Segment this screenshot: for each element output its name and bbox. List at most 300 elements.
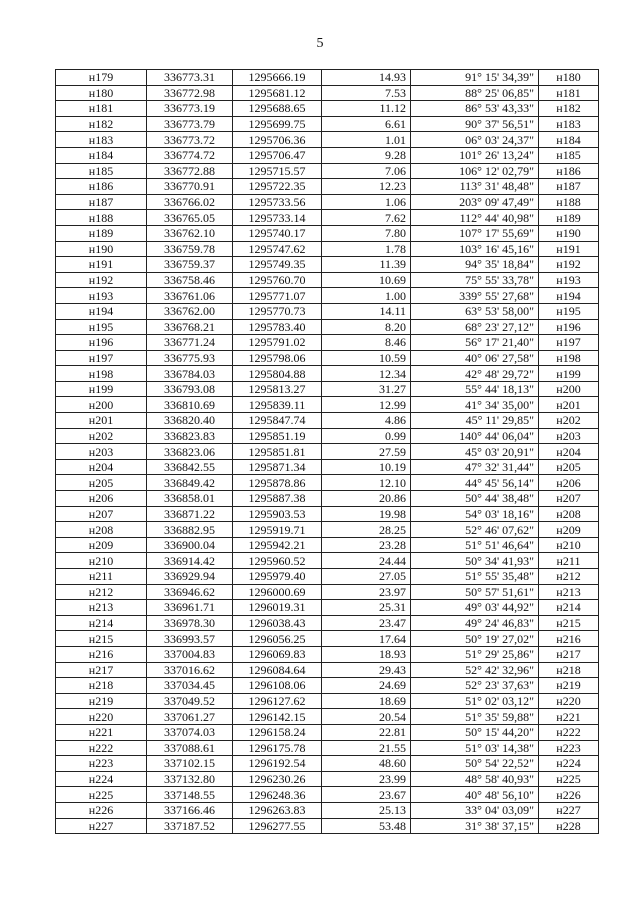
x-coordinate-cell: 336773.72 bbox=[147, 132, 233, 148]
length-cell: 1.06 bbox=[322, 194, 411, 210]
point-to-cell: н202 bbox=[539, 413, 599, 429]
length-cell: 7.06 bbox=[322, 163, 411, 179]
point-to-cell: н198 bbox=[539, 350, 599, 366]
y-coordinate-cell: 1295783.40 bbox=[233, 319, 322, 335]
x-coordinate-cell: 336765.05 bbox=[147, 210, 233, 226]
length-cell: 18.93 bbox=[322, 646, 411, 662]
x-coordinate-cell: 336771.24 bbox=[147, 335, 233, 351]
point-from-cell: н223 bbox=[56, 756, 147, 772]
length-cell: 10.19 bbox=[322, 459, 411, 475]
point-to-cell: н183 bbox=[539, 116, 599, 132]
direction-angle-cell: 51° 03' 14,38" bbox=[411, 740, 539, 756]
point-from-cell: н218 bbox=[56, 678, 147, 694]
length-cell: 10.59 bbox=[322, 350, 411, 366]
direction-angle-cell: 56° 17' 21,40" bbox=[411, 335, 539, 351]
y-coordinate-cell: 1295979.40 bbox=[233, 569, 322, 585]
table-row bbox=[56, 288, 599, 304]
length-cell: 31.27 bbox=[322, 381, 411, 397]
x-coordinate-cell: 336772.88 bbox=[147, 163, 233, 179]
y-coordinate-cell: 1295791.02 bbox=[233, 335, 322, 351]
direction-angle-cell: 52° 46' 07,62" bbox=[411, 522, 539, 538]
point-to-cell: н215 bbox=[539, 615, 599, 631]
y-coordinate-cell: 1295942.21 bbox=[233, 537, 322, 553]
direction-angle-cell: 42° 48' 29,72" bbox=[411, 366, 539, 382]
table-row bbox=[56, 179, 599, 195]
x-coordinate-cell: 336900.04 bbox=[147, 537, 233, 553]
table-row bbox=[56, 194, 599, 210]
coordinates-table bbox=[55, 69, 599, 834]
length-cell: 12.10 bbox=[322, 475, 411, 491]
point-to-cell: н186 bbox=[539, 163, 599, 179]
table-row bbox=[56, 662, 599, 678]
y-coordinate-cell: 1295871.34 bbox=[233, 459, 322, 475]
point-from-cell: н210 bbox=[56, 553, 147, 569]
point-from-cell: н191 bbox=[56, 257, 147, 273]
x-coordinate-cell: 336823.06 bbox=[147, 444, 233, 460]
point-from-cell: н180 bbox=[56, 85, 147, 101]
point-to-cell: н185 bbox=[539, 147, 599, 163]
length-cell: 20.54 bbox=[322, 709, 411, 725]
length-cell: 23.67 bbox=[322, 787, 411, 803]
table-row bbox=[56, 397, 599, 413]
y-coordinate-cell: 1296142.15 bbox=[233, 709, 322, 725]
point-from-cell: н221 bbox=[56, 724, 147, 740]
point-to-cell: н184 bbox=[539, 132, 599, 148]
x-coordinate-cell: 336842.55 bbox=[147, 459, 233, 475]
y-coordinate-cell: 1295919.71 bbox=[233, 522, 322, 538]
x-coordinate-cell: 336773.79 bbox=[147, 116, 233, 132]
y-coordinate-cell: 1295749.35 bbox=[233, 257, 322, 273]
point-to-cell: н223 bbox=[539, 740, 599, 756]
direction-angle-cell: 107° 17' 55,69" bbox=[411, 225, 539, 241]
x-coordinate-cell: 336762.10 bbox=[147, 225, 233, 241]
length-cell: 9.28 bbox=[322, 147, 411, 163]
point-from-cell: н190 bbox=[56, 241, 147, 257]
length-cell: 12.99 bbox=[322, 397, 411, 413]
length-cell: 7.53 bbox=[322, 85, 411, 101]
length-cell: 7.80 bbox=[322, 225, 411, 241]
y-coordinate-cell: 1295798.06 bbox=[233, 350, 322, 366]
direction-angle-cell: 50° 57' 51,61" bbox=[411, 584, 539, 600]
point-from-cell: н204 bbox=[56, 459, 147, 475]
point-to-cell: н195 bbox=[539, 303, 599, 319]
direction-angle-cell: 63° 53' 58,00" bbox=[411, 303, 539, 319]
direction-angle-cell: 68° 23' 27,12" bbox=[411, 319, 539, 335]
table-row bbox=[56, 335, 599, 351]
x-coordinate-cell: 337049.52 bbox=[147, 693, 233, 709]
point-from-cell: н194 bbox=[56, 303, 147, 319]
point-from-cell: н225 bbox=[56, 787, 147, 803]
y-coordinate-cell: 1295722.35 bbox=[233, 179, 322, 195]
direction-angle-cell: 45° 11' 29,85" bbox=[411, 413, 539, 429]
direction-angle-cell: 41° 34' 35,00" bbox=[411, 397, 539, 413]
point-from-cell: н198 bbox=[56, 366, 147, 382]
point-from-cell: н213 bbox=[56, 600, 147, 616]
point-from-cell: н183 bbox=[56, 132, 147, 148]
y-coordinate-cell: 1295747.62 bbox=[233, 241, 322, 257]
point-from-cell: н192 bbox=[56, 272, 147, 288]
point-to-cell: н199 bbox=[539, 366, 599, 382]
y-coordinate-cell: 1295688.65 bbox=[233, 101, 322, 117]
length-cell: 23.97 bbox=[322, 584, 411, 600]
x-coordinate-cell: 336773.31 bbox=[147, 70, 233, 86]
point-to-cell: н227 bbox=[539, 802, 599, 818]
point-from-cell: н214 bbox=[56, 615, 147, 631]
table-row bbox=[56, 631, 599, 647]
point-to-cell: н191 bbox=[539, 241, 599, 257]
table-row bbox=[56, 257, 599, 273]
point-to-cell: н193 bbox=[539, 272, 599, 288]
length-cell: 53.48 bbox=[322, 818, 411, 834]
y-coordinate-cell: 1295770.73 bbox=[233, 303, 322, 319]
point-to-cell: н180 bbox=[539, 70, 599, 86]
direction-angle-cell: 112° 44' 40,98" bbox=[411, 210, 539, 226]
table-row bbox=[56, 724, 599, 740]
x-coordinate-cell: 337102.15 bbox=[147, 756, 233, 772]
y-coordinate-cell: 1295960.52 bbox=[233, 553, 322, 569]
direction-angle-cell: 51° 02' 03,12" bbox=[411, 693, 539, 709]
y-coordinate-cell: 1295771.07 bbox=[233, 288, 322, 304]
x-coordinate-cell: 336768.21 bbox=[147, 319, 233, 335]
length-cell: 20.86 bbox=[322, 491, 411, 507]
x-coordinate-cell: 336793.08 bbox=[147, 381, 233, 397]
point-from-cell: н205 bbox=[56, 475, 147, 491]
point-from-cell: н226 bbox=[56, 802, 147, 818]
x-coordinate-cell: 337061.27 bbox=[147, 709, 233, 725]
y-coordinate-cell: 1296192.54 bbox=[233, 756, 322, 772]
point-from-cell: н185 bbox=[56, 163, 147, 179]
length-cell: 27.59 bbox=[322, 444, 411, 460]
y-coordinate-cell: 1296277.55 bbox=[233, 818, 322, 834]
direction-angle-cell: 140° 44' 06,04" bbox=[411, 428, 539, 444]
point-to-cell: н205 bbox=[539, 459, 599, 475]
x-coordinate-cell: 337034.45 bbox=[147, 678, 233, 694]
y-coordinate-cell: 1295706.47 bbox=[233, 147, 322, 163]
direction-angle-cell: 54° 03' 18,16" bbox=[411, 506, 539, 522]
length-cell: 11.39 bbox=[322, 257, 411, 273]
direction-angle-cell: 06° 03' 24,37" bbox=[411, 132, 539, 148]
length-cell: 23.99 bbox=[322, 771, 411, 787]
table-row bbox=[56, 303, 599, 319]
point-to-cell: н197 bbox=[539, 335, 599, 351]
length-cell: 10.69 bbox=[322, 272, 411, 288]
direction-angle-cell: 47° 32' 31,44" bbox=[411, 459, 539, 475]
point-to-cell: н182 bbox=[539, 101, 599, 117]
direction-angle-cell: 45° 03' 20,91" bbox=[411, 444, 539, 460]
direction-angle-cell: 101° 26' 13,24" bbox=[411, 147, 539, 163]
y-coordinate-cell: 1295715.57 bbox=[233, 163, 322, 179]
x-coordinate-cell: 336772.98 bbox=[147, 85, 233, 101]
point-from-cell: н208 bbox=[56, 522, 147, 538]
direction-angle-cell: 50° 34' 41,93" bbox=[411, 553, 539, 569]
length-cell: 25.31 bbox=[322, 600, 411, 616]
x-coordinate-cell: 336978.30 bbox=[147, 615, 233, 631]
point-to-cell: н210 bbox=[539, 537, 599, 553]
y-coordinate-cell: 1296038.43 bbox=[233, 615, 322, 631]
point-from-cell: н182 bbox=[56, 116, 147, 132]
direction-angle-cell: 75° 55' 33,78" bbox=[411, 272, 539, 288]
length-cell: 23.28 bbox=[322, 537, 411, 553]
x-coordinate-cell: 336810.69 bbox=[147, 397, 233, 413]
y-coordinate-cell: 1295804.88 bbox=[233, 366, 322, 382]
direction-angle-cell: 33° 04' 03,09" bbox=[411, 802, 539, 818]
x-coordinate-cell: 336770.91 bbox=[147, 179, 233, 195]
point-from-cell: н202 bbox=[56, 428, 147, 444]
table-row bbox=[56, 225, 599, 241]
point-from-cell: н201 bbox=[56, 413, 147, 429]
point-from-cell: н188 bbox=[56, 210, 147, 226]
y-coordinate-cell: 1295740.17 bbox=[233, 225, 322, 241]
direction-angle-cell: 48° 58' 40,93" bbox=[411, 771, 539, 787]
direction-angle-cell: 91° 15' 34,39" bbox=[411, 70, 539, 86]
y-coordinate-cell: 1296230.26 bbox=[233, 771, 322, 787]
length-cell: 21.55 bbox=[322, 740, 411, 756]
point-to-cell: н190 bbox=[539, 225, 599, 241]
x-coordinate-cell: 336775.93 bbox=[147, 350, 233, 366]
table-row bbox=[56, 70, 599, 86]
point-from-cell: н206 bbox=[56, 491, 147, 507]
y-coordinate-cell: 1295733.56 bbox=[233, 194, 322, 210]
y-coordinate-cell: 1295878.86 bbox=[233, 475, 322, 491]
x-coordinate-cell: 337166.46 bbox=[147, 802, 233, 818]
table-row bbox=[56, 319, 599, 335]
x-coordinate-cell: 336914.42 bbox=[147, 553, 233, 569]
x-coordinate-cell: 336759.78 bbox=[147, 241, 233, 257]
length-cell: 11.12 bbox=[322, 101, 411, 117]
direction-angle-cell: 103° 16' 45,16" bbox=[411, 241, 539, 257]
x-coordinate-cell: 337074.03 bbox=[147, 724, 233, 740]
length-cell: 1.00 bbox=[322, 288, 411, 304]
y-coordinate-cell: 1296000.69 bbox=[233, 584, 322, 600]
y-coordinate-cell: 1295851.81 bbox=[233, 444, 322, 460]
point-to-cell: н211 bbox=[539, 553, 599, 569]
y-coordinate-cell: 1295706.36 bbox=[233, 132, 322, 148]
point-from-cell: н199 bbox=[56, 381, 147, 397]
direction-angle-cell: 50° 44' 38,48" bbox=[411, 491, 539, 507]
length-cell: 24.69 bbox=[322, 678, 411, 694]
x-coordinate-cell: 337132.80 bbox=[147, 771, 233, 787]
y-coordinate-cell: 1296263.83 bbox=[233, 802, 322, 818]
length-cell: 17.64 bbox=[322, 631, 411, 647]
table-row bbox=[56, 272, 599, 288]
x-coordinate-cell: 336961.71 bbox=[147, 600, 233, 616]
point-from-cell: н220 bbox=[56, 709, 147, 725]
direction-angle-cell: 94° 35' 18,84" bbox=[411, 257, 539, 273]
y-coordinate-cell: 1295887.38 bbox=[233, 491, 322, 507]
table-row bbox=[56, 584, 599, 600]
table-row bbox=[56, 537, 599, 553]
direction-angle-cell: 50° 54' 22,52" bbox=[411, 756, 539, 772]
point-from-cell: н212 bbox=[56, 584, 147, 600]
point-from-cell: н179 bbox=[56, 70, 147, 86]
table-row bbox=[56, 413, 599, 429]
point-to-cell: н213 bbox=[539, 584, 599, 600]
direction-angle-cell: 51° 35' 59,88" bbox=[411, 709, 539, 725]
point-to-cell: н217 bbox=[539, 646, 599, 662]
table-row bbox=[56, 506, 599, 522]
point-from-cell: н186 bbox=[56, 179, 147, 195]
table-row bbox=[56, 678, 599, 694]
point-from-cell: н211 bbox=[56, 569, 147, 585]
x-coordinate-cell: 337088.61 bbox=[147, 740, 233, 756]
x-coordinate-cell: 336858.01 bbox=[147, 491, 233, 507]
table-row bbox=[56, 553, 599, 569]
point-from-cell: н203 bbox=[56, 444, 147, 460]
table-row bbox=[56, 693, 599, 709]
x-coordinate-cell: 336993.57 bbox=[147, 631, 233, 647]
length-cell: 25.13 bbox=[322, 802, 411, 818]
direction-angle-cell: 44° 45' 56,14" bbox=[411, 475, 539, 491]
y-coordinate-cell: 1296056.25 bbox=[233, 631, 322, 647]
table-row bbox=[56, 116, 599, 132]
point-to-cell: н225 bbox=[539, 771, 599, 787]
point-from-cell: н209 bbox=[56, 537, 147, 553]
point-from-cell: н181 bbox=[56, 101, 147, 117]
table-row bbox=[56, 147, 599, 163]
x-coordinate-cell: 337148.55 bbox=[147, 787, 233, 803]
table-row bbox=[56, 802, 599, 818]
y-coordinate-cell: 1296158.24 bbox=[233, 724, 322, 740]
point-to-cell: н192 bbox=[539, 257, 599, 273]
x-coordinate-cell: 336761.06 bbox=[147, 288, 233, 304]
length-cell: 4.86 bbox=[322, 413, 411, 429]
point-to-cell: н207 bbox=[539, 491, 599, 507]
x-coordinate-cell: 337004.83 bbox=[147, 646, 233, 662]
y-coordinate-cell: 1295699.75 bbox=[233, 116, 322, 132]
point-to-cell: н216 bbox=[539, 631, 599, 647]
point-to-cell: н204 bbox=[539, 444, 599, 460]
y-coordinate-cell: 1296175.78 bbox=[233, 740, 322, 756]
x-coordinate-cell: 336849.42 bbox=[147, 475, 233, 491]
length-cell: 0.99 bbox=[322, 428, 411, 444]
direction-angle-cell: 88° 25' 06,85" bbox=[411, 85, 539, 101]
point-to-cell: н188 bbox=[539, 194, 599, 210]
length-cell: 19.98 bbox=[322, 506, 411, 522]
y-coordinate-cell: 1296127.62 bbox=[233, 693, 322, 709]
table-row bbox=[56, 350, 599, 366]
table-row bbox=[56, 709, 599, 725]
point-from-cell: н207 bbox=[56, 506, 147, 522]
point-to-cell: н203 bbox=[539, 428, 599, 444]
x-coordinate-cell: 337016.62 bbox=[147, 662, 233, 678]
y-coordinate-cell: 1295760.70 bbox=[233, 272, 322, 288]
length-cell: 28.25 bbox=[322, 522, 411, 538]
direction-angle-cell: 52° 23' 37,63" bbox=[411, 678, 539, 694]
point-to-cell: н187 bbox=[539, 179, 599, 195]
table-row bbox=[56, 210, 599, 226]
x-coordinate-cell: 336871.22 bbox=[147, 506, 233, 522]
length-cell: 48.60 bbox=[322, 756, 411, 772]
table-row bbox=[56, 428, 599, 444]
length-cell: 18.69 bbox=[322, 693, 411, 709]
x-coordinate-cell: 336946.62 bbox=[147, 584, 233, 600]
table-row bbox=[56, 163, 599, 179]
point-to-cell: н226 bbox=[539, 787, 599, 803]
length-cell: 29.43 bbox=[322, 662, 411, 678]
table-row bbox=[56, 366, 599, 382]
point-from-cell: н224 bbox=[56, 771, 147, 787]
table-row bbox=[56, 381, 599, 397]
table-row bbox=[56, 444, 599, 460]
point-to-cell: н212 bbox=[539, 569, 599, 585]
y-coordinate-cell: 1295851.19 bbox=[233, 428, 322, 444]
table-row bbox=[56, 771, 599, 787]
point-to-cell: н194 bbox=[539, 288, 599, 304]
direction-angle-cell: 106° 12' 02,79" bbox=[411, 163, 539, 179]
point-from-cell: н217 bbox=[56, 662, 147, 678]
length-cell: 23.47 bbox=[322, 615, 411, 631]
point-from-cell: н227 bbox=[56, 818, 147, 834]
direction-angle-cell: 86° 53' 43,33" bbox=[411, 101, 539, 117]
length-cell: 8.20 bbox=[322, 319, 411, 335]
point-from-cell: н215 bbox=[56, 631, 147, 647]
point-to-cell: н201 bbox=[539, 397, 599, 413]
direction-angle-cell: 203° 09' 47,49" bbox=[411, 194, 539, 210]
point-from-cell: н195 bbox=[56, 319, 147, 335]
length-cell: 7.62 bbox=[322, 210, 411, 226]
table-row bbox=[56, 569, 599, 585]
point-from-cell: н222 bbox=[56, 740, 147, 756]
x-coordinate-cell: 336823.83 bbox=[147, 428, 233, 444]
y-coordinate-cell: 1295847.74 bbox=[233, 413, 322, 429]
table-row bbox=[56, 756, 599, 772]
direction-angle-cell: 90° 37' 56,51" bbox=[411, 116, 539, 132]
table-row bbox=[56, 600, 599, 616]
x-coordinate-cell: 336784.03 bbox=[147, 366, 233, 382]
point-to-cell: н224 bbox=[539, 756, 599, 772]
direction-angle-cell: 55° 44' 18,13" bbox=[411, 381, 539, 397]
y-coordinate-cell: 1296019.31 bbox=[233, 600, 322, 616]
point-to-cell: н214 bbox=[539, 600, 599, 616]
y-coordinate-cell: 1295666.19 bbox=[233, 70, 322, 86]
table-row bbox=[56, 615, 599, 631]
x-coordinate-cell: 336820.40 bbox=[147, 413, 233, 429]
point-to-cell: н208 bbox=[539, 506, 599, 522]
length-cell: 22.81 bbox=[322, 724, 411, 740]
point-from-cell: н196 bbox=[56, 335, 147, 351]
y-coordinate-cell: 1295903.53 bbox=[233, 506, 322, 522]
length-cell: 14.11 bbox=[322, 303, 411, 319]
point-to-cell: н189 bbox=[539, 210, 599, 226]
page-number: 5 bbox=[316, 36, 324, 51]
direction-angle-cell: 50° 19' 27,02" bbox=[411, 631, 539, 647]
table-row bbox=[56, 818, 599, 834]
x-coordinate-cell: 336759.37 bbox=[147, 257, 233, 273]
x-coordinate-cell: 337187.52 bbox=[147, 818, 233, 834]
direction-angle-cell: 51° 29' 25,86" bbox=[411, 646, 539, 662]
point-from-cell: н197 bbox=[56, 350, 147, 366]
length-cell: 1.01 bbox=[322, 132, 411, 148]
length-cell: 12.34 bbox=[322, 366, 411, 382]
point-to-cell: н206 bbox=[539, 475, 599, 491]
x-coordinate-cell: 336762.00 bbox=[147, 303, 233, 319]
point-to-cell: н181 bbox=[539, 85, 599, 101]
y-coordinate-cell: 1295839.11 bbox=[233, 397, 322, 413]
direction-angle-cell: 40° 06' 27,58" bbox=[411, 350, 539, 366]
point-from-cell: н216 bbox=[56, 646, 147, 662]
length-cell: 8.46 bbox=[322, 335, 411, 351]
x-coordinate-cell: 336758.46 bbox=[147, 272, 233, 288]
length-cell: 14.93 bbox=[322, 70, 411, 86]
y-coordinate-cell: 1295733.14 bbox=[233, 210, 322, 226]
y-coordinate-cell: 1296084.64 bbox=[233, 662, 322, 678]
point-to-cell: н228 bbox=[539, 818, 599, 834]
table-row bbox=[56, 646, 599, 662]
direction-angle-cell: 50° 15' 44,20" bbox=[411, 724, 539, 740]
table-row bbox=[56, 522, 599, 538]
table-row bbox=[56, 491, 599, 507]
direction-angle-cell: 49° 24' 46,83" bbox=[411, 615, 539, 631]
